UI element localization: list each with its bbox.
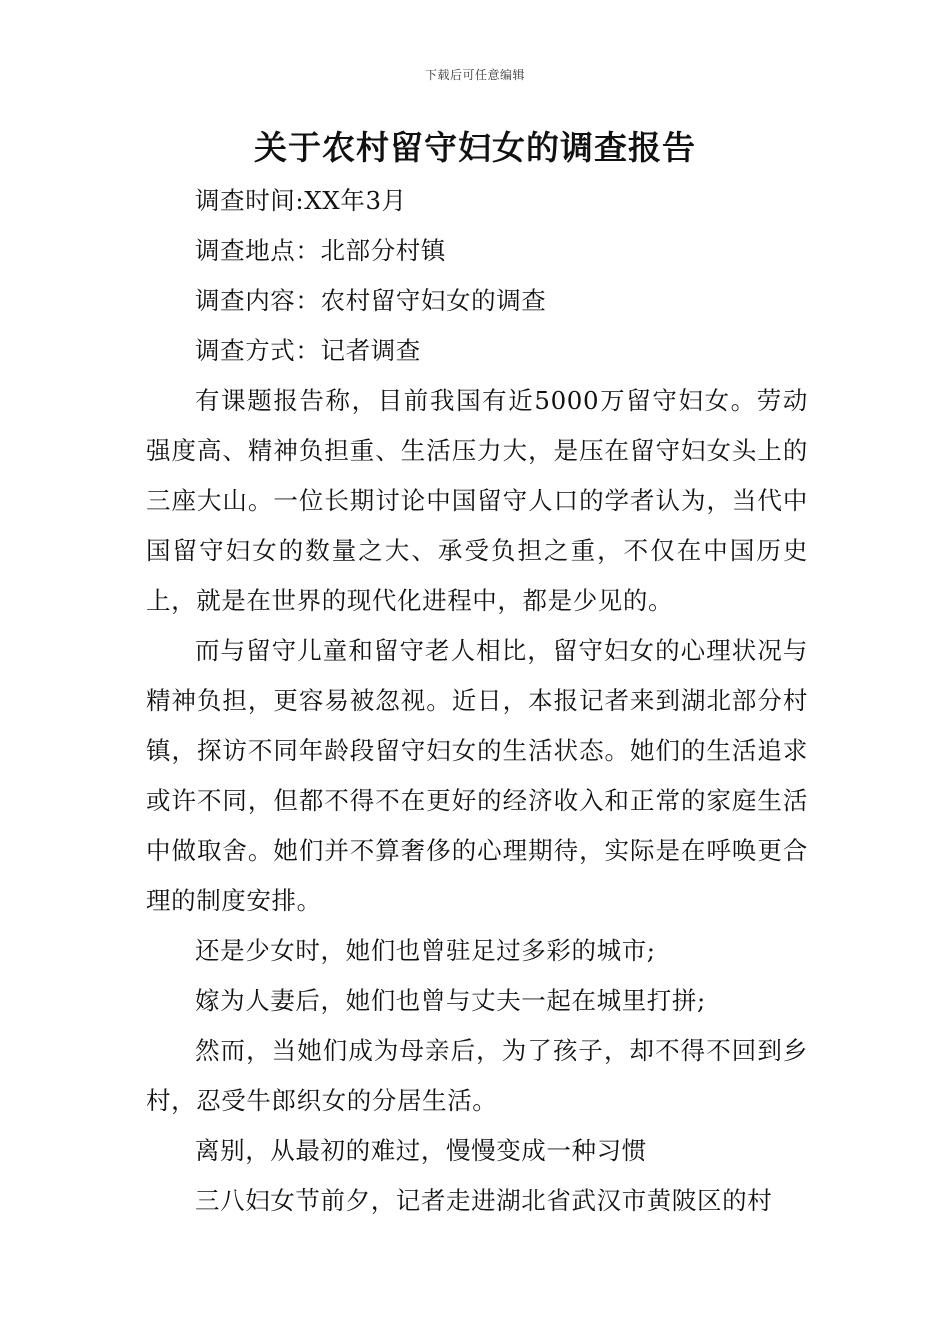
body-paragraph: 然而，当她们成为母亲后，为了孩子，却不得不回到乡村，忍受牛郎织女的分居生活。	[146, 1036, 808, 1115]
body-paragraph: 还是少女时，她们也曾驻足过多彩的城市;	[195, 936, 656, 965]
section-subheading: 离别，从最初的难过，慢慢变成一种习惯	[195, 1136, 647, 1165]
body-paragraph: 有课题报告称，目前我国有近5000万留守妇女。劳动强度高、精神负担重、生活压力大，是压在留守妇女头上的三座大山。一位长期讨论中国留守人口的学者认为，当代中国留守妇女的数量之大、承受负担之重，不仅在中国历史上，就是在世界的现代化进程中，都是少见的。	[146, 386, 808, 615]
document-body	[146, 176, 808, 1226]
header-note: 下载后可任意编辑	[424, 68, 525, 82]
body-paragraph: 三八妇女节前夕，记者走进湖北省武汉市黄陂区的村	[195, 1186, 773, 1215]
survey-method: 调查方式：记者调查	[195, 336, 421, 365]
body-paragraph: 嫁为人妻后，她们也曾与丈夫一起在城里打拼;	[195, 986, 706, 1015]
body-paragraph: 而与留守儿童和留守老人相比，留守妇女的心理状况与精神负担，更容易被忽视。近日，本报记者来到湖北部分村镇，探访不同年龄段留守妇女的生活状态。她们的生活追求或许不同，但都不得不在更好的经济收入和正常的家庭生活中做取舍。她们并不算奢侈的心理期待，实际是在呼唤更合理的制度安排。	[146, 636, 808, 915]
survey-time: 调查时间:XX年3月	[195, 186, 407, 215]
survey-content: 调查内容：农村留守妇女的调查	[195, 286, 547, 315]
document-title: 关于农村留守妇女的调查报告	[254, 128, 696, 167]
survey-location: 调查地点：北部分村镇	[195, 236, 446, 265]
